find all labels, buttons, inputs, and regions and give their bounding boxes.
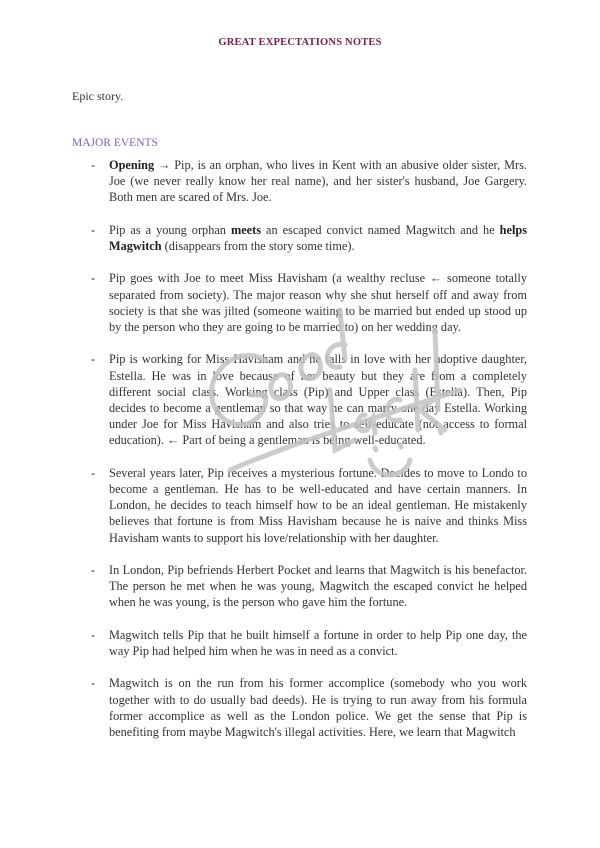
bullet-dash: -: [91, 158, 96, 172]
event-text: In London, Pip befriends Herbert Pocket and learns that Magwitch is his benefactor. The person he met when he was young, Magwitch the escaped convict he helped when he was young, is the person who gave him the fortune.: [109, 563, 527, 610]
events-list: [72, 157, 527, 756]
event-text: Several years later, Pip receives a mysterious fortune. Decides to move to Londo to become a gentleman. He has to be well-educated and have certain manners. In London, he decides to teach himself how to be an ideal gentleman. He mistakenly believes that fortune is from Miss Havisham because he is naive and thinks Miss Havisham wants to support his love/relationship with her daughter.: [109, 465, 527, 545]
event-item: [72, 675, 527, 740]
event-item: [72, 465, 527, 546]
bullet-dash: -: [91, 271, 96, 286]
event-text: Pip is working for Miss Havisham and he falls in love with her adoptive daughter, Estella. He was in love because of her beauty but they are from a completely different social class. Working class (Pip) and Upper class (Estella). Then, Pip decides to become a gentleman so that way he can marry one day Estella. Working under Joe for Miss Havisham and also tries to self-educate (not access to formal education). ← Part of being a gentleman is being well-educated.: [109, 352, 527, 448]
event-text: Pip as a young orphan: [109, 222, 231, 237]
bullet-dash: -: [91, 465, 96, 480]
event-text: → Pip, is an orphan, who lives in Kent with an abusive older sister, Mrs. Joe (we never really know her real name), and her sister's husband, Joe Gargery. Both men are scared of Mrs. Joe.: [109, 158, 527, 205]
event-item: [72, 157, 527, 206]
event-text: Pip goes with Joe to meet Miss Havisham (a wealthy recluse ← someone totally separated from society). The major reason why she shut herself off and away from society is that she was jilted (someone waiting to be married but ended up stood up by the person who they are going to be married to) on her wedding day.: [109, 271, 527, 334]
event-item: [72, 222, 527, 254]
event-text: (disappears from the story some time).: [161, 239, 355, 253]
event-text: Magwitch tells Pip that he built himself a fortune in order to help Pip one day, the way Pip had helped him when he was in need as a convict.: [109, 627, 527, 658]
bullet-dash: -: [91, 222, 96, 237]
bold-text: helps Magwitch: [109, 222, 527, 253]
bold-text: meets: [230, 222, 261, 237]
event-text: Magwitch is on the run from his former accomplice (somebody who you work together with to do usually bad deeds). He is trying to run away from his formula former accomplice as well as the London police. We get the sense that Pip is benefiting from maybe Magwitch's illegal activities. Here, we learn that Magwitch: [109, 676, 527, 739]
bullet-dash: -: [91, 676, 96, 691]
event-item: [72, 270, 527, 335]
section-heading: MAJOR EVENTS: [72, 137, 158, 149]
event-item: [72, 627, 527, 659]
bullet-dash: -: [91, 352, 96, 367]
document-title: GREAT EXPECTATIONS NOTES: [218, 37, 382, 48]
intro-text: Epic story.: [72, 89, 124, 103]
event-item: [72, 562, 527, 611]
event-text: an escaped convict named Magwitch and he: [261, 222, 500, 237]
bullet-dash: -: [91, 563, 96, 577]
bold-text: Opening: [109, 158, 155, 172]
event-item: [72, 351, 527, 448]
bullet-dash: -: [91, 627, 96, 642]
